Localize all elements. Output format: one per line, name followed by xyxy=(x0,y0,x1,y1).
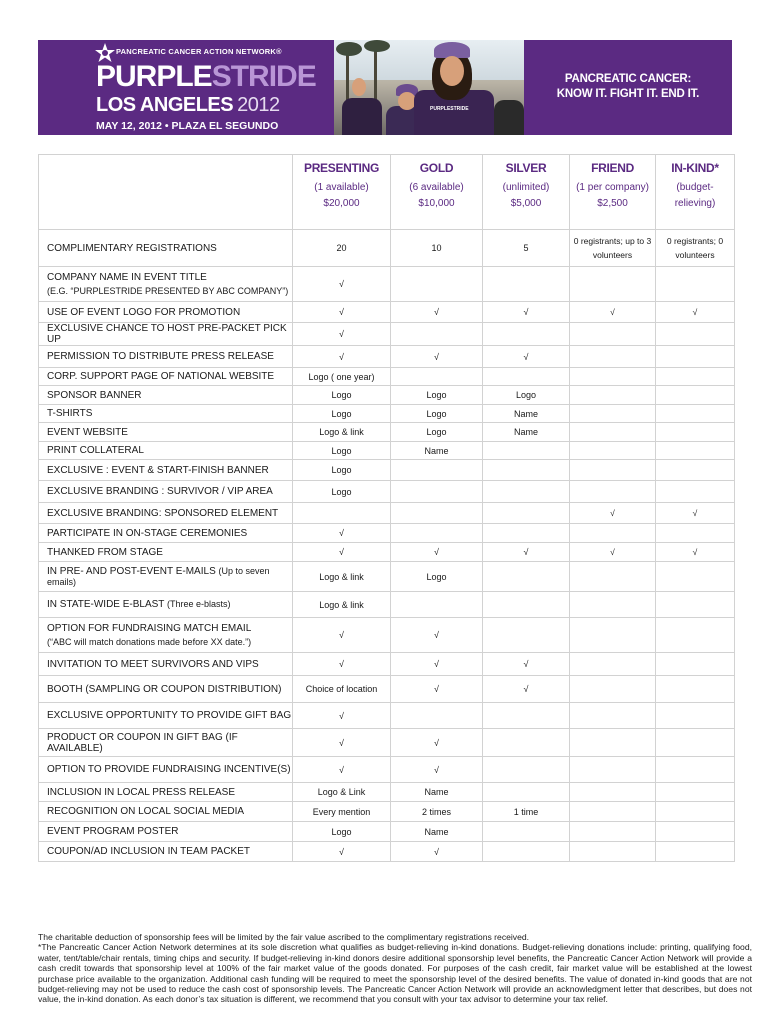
benefit-cell-friend xyxy=(570,822,656,842)
benefit-cell-gold: Logo xyxy=(391,562,483,592)
benefit-cell-presenting: Logo xyxy=(293,481,391,503)
benefit-cell-inkind xyxy=(656,783,735,802)
benefit-cell-inkind xyxy=(656,368,735,386)
benefit-cell-gold xyxy=(391,503,483,524)
tier-price: relieving) xyxy=(674,198,716,209)
benefit-cell-silver xyxy=(483,757,570,783)
tier-availability: (1 available) xyxy=(314,182,369,193)
benefit-cell-presenting: √ xyxy=(293,524,391,543)
benefit-note: (Up to seven emails) xyxy=(47,565,270,587)
benefit-row xyxy=(39,703,735,729)
benefit-cell-inkind xyxy=(656,653,735,676)
benefit-cell-silver: √ xyxy=(483,653,570,676)
benefit-row xyxy=(39,423,735,442)
tier-availability: (6 available) xyxy=(409,182,464,193)
benefit-name: USE OF EVENT LOGO FOR PROMOTION xyxy=(47,306,241,318)
benefit-cell-gold: 2 times xyxy=(391,802,483,822)
benefit-cell-gold: √ xyxy=(391,618,483,653)
benefit-row xyxy=(39,729,735,757)
benefit-cell-inkind xyxy=(656,481,735,503)
org-name: PANCREATIC CANCER ACTION NETWORK® xyxy=(116,47,282,56)
benefit-name: IN PRE- AND POST-EVENT E-MAILS xyxy=(47,565,216,577)
benefit-cell-silver xyxy=(483,524,570,543)
tier-header-row xyxy=(39,155,735,230)
benefit-cell-silver xyxy=(483,442,570,460)
tier-header-inkind xyxy=(656,155,735,230)
benefit-cell-silver xyxy=(483,481,570,503)
benefit-cell-inkind xyxy=(656,346,735,368)
benefit-name: EVENT PROGRAM POSTER xyxy=(47,826,179,837)
tier-name: IN-KIND* xyxy=(671,161,719,175)
benefit-row xyxy=(39,442,735,460)
footnote-deduction: The charitable deduction of sponsorship fees will be limited by the fair value ascribed to the complimentary registrations received. xyxy=(38,932,530,942)
benefit-row xyxy=(39,346,735,368)
benefit-cell-inkind: √ xyxy=(656,503,735,524)
benefit-cell-gold xyxy=(391,524,483,543)
benefit-label xyxy=(39,783,293,802)
benefit-cell-silver xyxy=(483,783,570,802)
benefit-cell-inkind: √ xyxy=(656,302,735,323)
benefit-cell-gold: √ xyxy=(391,346,483,368)
benefit-label xyxy=(39,405,293,423)
benefit-row xyxy=(39,460,735,481)
benefit-label xyxy=(39,757,293,783)
tier-price: $5,000 xyxy=(510,198,542,209)
benefit-name: PARTICIPATE IN ON-STAGE CEREMONIES xyxy=(47,527,248,539)
benefit-row xyxy=(39,481,735,503)
benefit-cell-friend xyxy=(570,368,656,386)
benefit-cell-inkind xyxy=(656,618,735,653)
benefit-cell-silver xyxy=(483,503,570,524)
benefit-name: COMPLIMENTARY REGISTRATIONS xyxy=(47,242,217,254)
benefit-cell-presenting: Choice of location xyxy=(293,676,391,703)
benefit-row xyxy=(39,386,735,405)
benefit-row xyxy=(39,757,735,783)
tier-availability: (budget- xyxy=(676,182,714,193)
tier-name: FRIEND xyxy=(591,161,634,175)
benefit-cell-silver xyxy=(483,822,570,842)
benefit-name: EXCLUSIVE OPPORTUNITY TO PROVIDE GIFT BAG xyxy=(47,710,292,721)
benefit-cell-friend xyxy=(570,783,656,802)
benefit-name: RECOGNITION ON LOCAL SOCIAL MEDIA xyxy=(47,806,245,817)
benefit-row xyxy=(39,842,735,862)
benefit-cell-gold: √ xyxy=(391,676,483,703)
tier-header-presenting xyxy=(293,155,391,230)
event-logo-title: PURPLESTRIDE xyxy=(96,60,316,93)
benefit-cell-gold xyxy=(391,460,483,481)
benefit-cell-silver: √ xyxy=(483,676,570,703)
benefit-cell-friend: √ xyxy=(570,302,656,323)
tier-price: $10,000 xyxy=(418,198,455,209)
benefit-cell-inkind xyxy=(656,729,735,757)
benefit-cell-friend xyxy=(570,562,656,592)
tier-price: $2,500 xyxy=(597,198,628,209)
benefit-name: BOOTH (SAMPLING OR COUPON DISTRIBUTION) xyxy=(47,683,282,695)
tier-header-gold xyxy=(391,155,483,230)
event-photo xyxy=(334,40,524,135)
benefit-cell-presenting: Logo & link xyxy=(293,423,391,442)
benefit-cell-presenting: Logo xyxy=(293,822,391,842)
benefit-cell-presenting: √ xyxy=(293,729,391,757)
benefit-row xyxy=(39,267,735,302)
benefit-cell-silver: 5 xyxy=(483,230,570,267)
benefit-cell-friend xyxy=(570,405,656,423)
benefit-name: PRINT COLLATERAL xyxy=(47,445,144,456)
benefit-subtext: (“ABC will match donations made before XX date.”) xyxy=(47,637,252,647)
benefit-label xyxy=(39,346,293,368)
benefit-cell-presenting: Logo ( one year) xyxy=(293,368,391,386)
benefit-name: THANKED FROM STAGE xyxy=(47,546,163,558)
benefit-cell-friend xyxy=(570,267,656,302)
benefit-cell-gold: Logo xyxy=(391,423,483,442)
benefit-name: EXCLUSIVE BRANDING: SPONSORED ELEMENT xyxy=(47,507,279,519)
benefit-cell-inkind xyxy=(656,757,735,783)
benefit-name: T-SHIRTS xyxy=(47,408,93,419)
benefit-row xyxy=(39,543,735,562)
benefit-label xyxy=(39,267,293,302)
benefit-row xyxy=(39,676,735,703)
benefit-label xyxy=(39,460,293,481)
benefit-cell-gold: Name xyxy=(391,822,483,842)
tier-header-friend xyxy=(570,155,656,230)
benefit-cell-presenting: √ xyxy=(293,618,391,653)
benefit-cell-silver xyxy=(483,267,570,302)
benefit-cell-inkind xyxy=(656,562,735,592)
benefit-row xyxy=(39,524,735,543)
benefit-label xyxy=(39,842,293,862)
benefit-name: CORP. SUPPORT PAGE OF NATIONAL WEBSITE xyxy=(47,371,275,382)
benefit-cell-silver xyxy=(483,592,570,618)
benefit-cell-silver xyxy=(483,460,570,481)
benefit-cell-friend xyxy=(570,703,656,729)
benefit-cell-friend: √ xyxy=(570,503,656,524)
benefit-row xyxy=(39,230,735,267)
benefit-label xyxy=(39,386,293,405)
benefit-cell-presenting: √ xyxy=(293,653,391,676)
tier-name: SILVER xyxy=(505,161,547,175)
benefit-name: PRODUCT OR COUPON IN GIFT BAG (IF AVAILABLE) xyxy=(47,731,238,754)
benefit-cell-gold xyxy=(391,267,483,302)
event-city: LOS ANGELES 2012 xyxy=(96,94,280,116)
benefit-subtext: (E.G. “PURPLESTRIDE PRESENTED BY ABC COMPANY”) xyxy=(47,286,289,296)
footnotes xyxy=(38,932,752,1005)
benefit-label xyxy=(39,368,293,386)
benefit-label xyxy=(39,323,293,346)
footnote-in-kind: *The Pancreatic Cancer Action Network determines at its sole discretion what qualifies as budget-relieving in-kind donations. Budget-relieving donations include: printing, qualifying food, water, tent/table/chair rentals, timing chips and security. If budget-relieving in-kind donors desire additional sponsorship level benefits, the Pancreatic Cancer Action Network will provide a cash credit towards that sponsorship level at 100% of the fair market value of the goods donated. For purposes of the cash credit, fair market value will be established at the lowest purchase price available to the organization. Additional cash funding will be required to meet the sponsorship level of the desired benefits. The value of donated in-kind goods that are not budget-relieving may not be used to reduce the cash cost of sponsorship levels. The Pancreatic Cancer Action Network will provide an acknowledgment letter that describes, but does not value, the in-kind donation. As each donor’s tax situation is different, we recommend that you consult with your tax advisor to determine your tax relief. xyxy=(38,942,752,1005)
benefit-cell-presenting: Every mention xyxy=(293,802,391,822)
benefit-cell-inkind xyxy=(656,842,735,862)
benefit-cell-presenting xyxy=(293,503,391,524)
benefit-cell-presenting: √ xyxy=(293,842,391,862)
tier-availability: (unlimited) xyxy=(502,182,550,193)
benefit-name: INCLUSION IN LOCAL PRESS RELEASE xyxy=(47,786,236,798)
benefit-row xyxy=(39,503,735,524)
benefit-row xyxy=(39,368,735,386)
benefit-label xyxy=(39,822,293,842)
benefit-cell-presenting: Logo & Link xyxy=(293,783,391,802)
benefit-cell-silver xyxy=(483,618,570,653)
benefit-cell-silver: Name xyxy=(483,423,570,442)
benefit-cell-silver: √ xyxy=(483,346,570,368)
benefit-label xyxy=(39,302,293,323)
benefit-cell-silver: Name xyxy=(483,405,570,423)
benefit-cell-inkind xyxy=(656,442,735,460)
benefit-cell-gold xyxy=(391,703,483,729)
benefit-cell-friend xyxy=(570,386,656,405)
benefit-cell-inkind: 0 registrants; 0 volunteers xyxy=(656,230,735,267)
benefit-cell-inkind xyxy=(656,676,735,703)
slogan: PANCREATIC CANCER: KNOW IT. FIGHT IT. END IT. xyxy=(556,73,700,100)
benefit-name: EXCLUSIVE CHANCE TO HOST PRE-PACKET PICK UP xyxy=(47,323,287,345)
benefit-cell-friend: 0 registrants; up to 3 volunteers xyxy=(570,230,656,267)
benefit-cell-inkind xyxy=(656,592,735,618)
tier-price: $20,000 xyxy=(323,198,360,209)
benefit-name: EXCLUSIVE : EVENT & START-FINISH BANNER xyxy=(47,464,269,476)
benefit-name: IN STATE-WIDE E-BLAST xyxy=(47,599,165,610)
benefit-cell-friend: √ xyxy=(570,543,656,562)
tier-name: PRESENTING xyxy=(303,161,379,175)
benefit-name: INVITATION TO MEET SURVIVORS AND VIPS xyxy=(47,658,259,670)
benefit-cell-inkind xyxy=(656,267,735,302)
benefit-name: SPONSOR BANNER xyxy=(47,389,142,401)
benefit-cell-presenting: Logo xyxy=(293,460,391,481)
benefit-cell-silver: √ xyxy=(483,302,570,323)
benefit-cell-silver xyxy=(483,323,570,346)
header-blank xyxy=(39,155,293,230)
benefit-cell-presenting: Logo xyxy=(293,442,391,460)
shirt-print: PURPLESTRIDE xyxy=(430,106,469,112)
benefit-name: OPTION FOR FUNDRAISING MATCH EMAIL xyxy=(47,623,252,634)
benefit-row xyxy=(39,562,735,592)
benefit-label xyxy=(39,653,293,676)
benefit-cell-friend xyxy=(570,460,656,481)
benefit-cell-friend xyxy=(570,618,656,653)
benefit-cell-friend xyxy=(570,842,656,862)
benefit-cell-silver: √ xyxy=(483,543,570,562)
benefit-cell-inkind xyxy=(656,524,735,543)
benefit-cell-gold: √ xyxy=(391,842,483,862)
benefit-cell-presenting: 20 xyxy=(293,230,391,267)
benefit-row xyxy=(39,618,735,653)
benefit-label xyxy=(39,729,293,757)
benefit-cell-gold xyxy=(391,368,483,386)
benefit-row xyxy=(39,783,735,802)
benefit-cell-inkind xyxy=(656,323,735,346)
benefit-row xyxy=(39,822,735,842)
benefit-name: EVENT WEBSITE xyxy=(47,426,128,438)
benefit-cell-inkind: √ xyxy=(656,543,735,562)
benefit-label xyxy=(39,802,293,822)
benefit-cell-friend xyxy=(570,653,656,676)
benefit-cell-silver xyxy=(483,368,570,386)
benefit-row xyxy=(39,302,735,323)
benefit-cell-presenting: √ xyxy=(293,703,391,729)
benefit-cell-presenting: √ xyxy=(293,323,391,346)
benefit-label xyxy=(39,676,293,703)
benefit-name: EXCLUSIVE BRANDING : SURVIVOR / VIP AREA xyxy=(47,486,273,497)
event-banner xyxy=(38,40,732,135)
benefit-note: (Three e-blasts) xyxy=(167,599,231,609)
benefit-cell-gold: Name xyxy=(391,442,483,460)
benefit-cell-gold: Logo xyxy=(391,405,483,423)
benefit-cell-presenting: √ xyxy=(293,757,391,783)
benefit-cell-friend xyxy=(570,729,656,757)
benefit-row xyxy=(39,802,735,822)
benefit-cell-silver: Logo xyxy=(483,386,570,405)
benefit-cell-friend xyxy=(570,346,656,368)
benefit-cell-presenting: √ xyxy=(293,302,391,323)
benefit-cell-silver xyxy=(483,703,570,729)
benefit-cell-friend xyxy=(570,481,656,503)
tier-availability: (1 per company) xyxy=(576,182,649,193)
benefit-label xyxy=(39,592,293,618)
benefit-label xyxy=(39,481,293,503)
benefit-cell-inkind xyxy=(656,405,735,423)
benefit-cell-gold xyxy=(391,592,483,618)
benefit-cell-friend xyxy=(570,323,656,346)
benefit-cell-friend xyxy=(570,592,656,618)
benefit-cell-friend xyxy=(570,423,656,442)
benefit-cell-presenting: √ xyxy=(293,346,391,368)
benefit-cell-presenting: √ xyxy=(293,543,391,562)
benefit-cell-gold: √ xyxy=(391,757,483,783)
benefit-name: PERMISSION TO DISTRIBUTE PRESS RELEASE xyxy=(47,351,274,362)
benefit-name: OPTION TO PROVIDE FUNDRAISING INCENTIVE(S) xyxy=(47,764,291,775)
benefit-row xyxy=(39,405,735,423)
tier-header-silver xyxy=(483,155,570,230)
benefit-cell-gold: Name xyxy=(391,783,483,802)
benefit-cell-presenting: Logo xyxy=(293,405,391,423)
benefit-cell-friend xyxy=(570,442,656,460)
benefit-label xyxy=(39,618,293,653)
benefit-label xyxy=(39,703,293,729)
benefit-cell-gold: 10 xyxy=(391,230,483,267)
benefit-cell-inkind xyxy=(656,703,735,729)
benefit-cell-friend xyxy=(570,757,656,783)
benefit-cell-presenting: Logo & link xyxy=(293,562,391,592)
benefit-row xyxy=(39,592,735,618)
benefit-cell-gold xyxy=(391,323,483,346)
benefit-cell-gold: √ xyxy=(391,302,483,323)
benefit-cell-gold xyxy=(391,481,483,503)
benefit-cell-inkind xyxy=(656,802,735,822)
benefit-row xyxy=(39,323,735,346)
benefit-row xyxy=(39,653,735,676)
benefit-cell-inkind xyxy=(656,460,735,481)
benefit-label xyxy=(39,562,293,592)
benefit-cell-silver xyxy=(483,729,570,757)
benefit-name: COMPANY NAME IN EVENT TITLE xyxy=(47,272,207,283)
benefit-cell-silver xyxy=(483,842,570,862)
benefit-label xyxy=(39,442,293,460)
benefit-label xyxy=(39,543,293,562)
benefit-cell-inkind xyxy=(656,423,735,442)
benefit-cell-friend xyxy=(570,524,656,543)
benefit-cell-friend xyxy=(570,802,656,822)
benefit-label xyxy=(39,503,293,524)
benefit-cell-gold: √ xyxy=(391,543,483,562)
benefit-cell-inkind xyxy=(656,822,735,842)
event-date: MAY 12, 2012 • PLAZA EL SEGUNDO xyxy=(96,120,279,132)
benefit-cell-inkind xyxy=(656,386,735,405)
benefit-cell-silver: 1 time xyxy=(483,802,570,822)
benefit-cell-gold: √ xyxy=(391,729,483,757)
sponsorship-levels-table xyxy=(38,154,735,862)
benefit-cell-silver xyxy=(483,562,570,592)
benefit-cell-friend xyxy=(570,676,656,703)
benefit-cell-presenting: √ xyxy=(293,267,391,302)
benefit-label xyxy=(39,423,293,442)
benefit-cell-gold: Logo xyxy=(391,386,483,405)
benefit-cell-gold: √ xyxy=(391,653,483,676)
benefit-label xyxy=(39,524,293,543)
benefit-label xyxy=(39,230,293,267)
benefit-cell-presenting: Logo xyxy=(293,386,391,405)
tier-name: GOLD xyxy=(419,161,454,175)
benefit-name: COUPON/AD INCLUSION IN TEAM PACKET xyxy=(47,846,250,857)
benefit-cell-presenting: Logo & link xyxy=(293,592,391,618)
